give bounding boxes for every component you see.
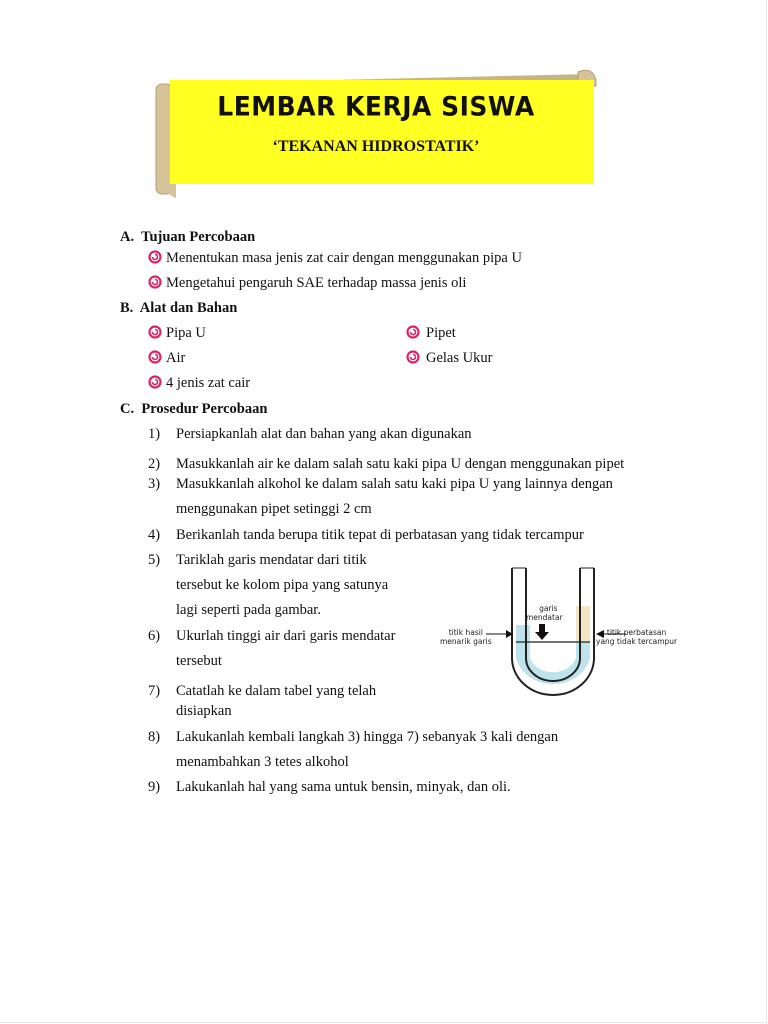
section-title: Prosedur Percobaan	[141, 401, 268, 417]
section-a-heading	[120, 229, 255, 246]
list-item: Air	[166, 350, 186, 366]
step-text: Masukkanlah air ke dalam salah satu kaki pipa U dengan menggunakan pipet	[176, 456, 625, 472]
label-right-point	[596, 628, 677, 646]
step-number: 7)	[148, 683, 161, 699]
spiral-bullet-icon	[148, 350, 162, 364]
step-text: Berikanlah tanda berupa titik tepat di perbatasan yang tidak tercampur	[176, 527, 584, 543]
step-text: Masukkanlah alkohol ke dalam salah satu kaki pipa U yang lainnya dengan	[176, 476, 613, 492]
step-text: menambahkan 3 tetes alkohol	[176, 754, 349, 770]
list-item: Pipa U	[166, 325, 206, 341]
step-text: Ukurlah tinggi air dari garis mendatar	[176, 628, 396, 644]
list-item: Pipet	[426, 325, 456, 341]
step-text: Tariklah garis mendatar dari titik	[176, 552, 367, 568]
label-text: garis	[539, 604, 558, 613]
list-item: 4 jenis zat cair	[166, 375, 251, 391]
section-c-heading	[120, 401, 267, 418]
step-number: 3)	[148, 476, 161, 492]
section-letter: C.	[120, 401, 135, 417]
step-text: tersebut	[176, 653, 222, 669]
step-number: 1)	[148, 426, 161, 442]
step-text: lagi seperti pada gambar.	[176, 602, 321, 618]
step-number: 2)	[148, 456, 161, 472]
step-number: 6)	[148, 628, 161, 644]
u-tube-diagram	[436, 560, 686, 700]
step-number: 9)	[148, 779, 161, 795]
step-text: menggunakan pipet setinggi 2 cm	[176, 501, 372, 517]
spiral-bullet-icon	[148, 325, 162, 339]
step-number: 5)	[148, 552, 161, 568]
label-text: titik perbatasan	[606, 628, 667, 637]
spiral-bullet-icon	[406, 325, 420, 339]
label-left-point	[440, 628, 492, 646]
label-text: menarik garis	[440, 637, 492, 646]
step-text: Catatlah ke dalam tabel yang telah	[176, 683, 377, 699]
step-text: Lakukanlah hal yang sama untuk bensin, minyak, dan oli.	[176, 779, 511, 795]
spiral-bullet-icon	[148, 375, 162, 389]
spiral-bullet-icon	[148, 275, 162, 289]
label-text: titik hasil	[448, 628, 483, 637]
spiral-bullet-icon	[148, 250, 162, 264]
section-b-heading	[120, 300, 237, 317]
worksheet-subtitle: ‘TEKANAN HIDROSTATIK’	[272, 138, 480, 155]
section-letter: A.	[120, 229, 135, 245]
scroll-banner-shape	[150, 66, 602, 206]
label-text: yang tidak tercampur	[596, 637, 678, 646]
list-item: Mengetahui pengaruh SAE terhadap massa jenis oli	[166, 275, 467, 291]
list-item: Gelas Ukur	[426, 350, 493, 366]
step-text: Lakukanlah kembali langkah 3) hingga 7) sebanyak 3 kali dengan	[176, 729, 559, 745]
step-text: tersebut ke kolom pipa yang satunya	[176, 577, 389, 593]
step-number: 8)	[148, 729, 161, 745]
spiral-bullet-icon	[406, 350, 420, 364]
step-number: 4)	[148, 527, 161, 543]
section-title: Alat dan Bahan	[139, 300, 238, 316]
worksheet-title: LEMBAR KERJA SISWA	[217, 91, 535, 122]
label-horizontal-line	[526, 604, 563, 622]
step-text: disiapkan	[176, 703, 232, 719]
step-text: Persiapkanlah alat dan bahan yang akan digunakan	[176, 426, 472, 442]
list-item: Menentukan masa jenis zat cair dengan menggunakan pipa U	[166, 250, 522, 266]
section-letter: B.	[120, 300, 134, 316]
label-text: mendatar	[526, 613, 563, 622]
title-banner	[150, 66, 602, 206]
section-title: Tujuan Percobaan	[141, 229, 256, 245]
